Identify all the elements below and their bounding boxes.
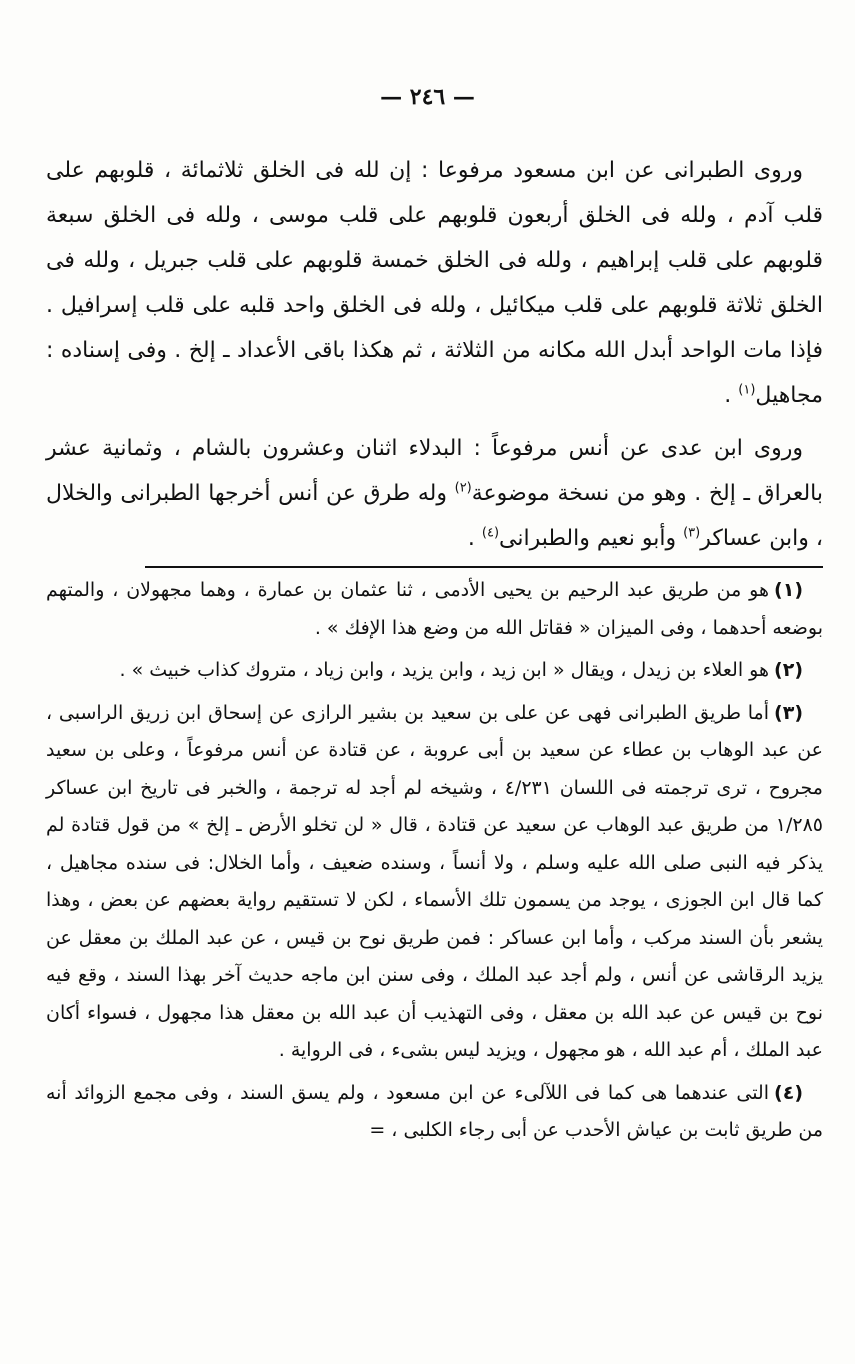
footnote-text: هو العلاء بن زيدل ، ويقال « ابن زيد ، وابن يزيد ، وابن زياد ، متروك كذاب خبيث » . (119, 659, 770, 681)
footnote-reference: (١) (738, 382, 756, 398)
footnotes (46, 572, 823, 1150)
footnote-1 (46, 572, 823, 647)
footnote-reference: (٢) (454, 480, 472, 496)
main-text-run: وله طرق عن أنس أخرجها الطبرانى والخلال ، وابن عساكر (46, 481, 823, 551)
main-text-run: وروى ابن عدى عن أنس مرفوعاً : البدلاء اثنان وعشرون بالشام ، وثمانية عشر بالعراق ـ إلخ . وهو من نسخة موضوعة (46, 436, 823, 506)
footnote-number: (٢) (774, 659, 803, 681)
footnote-reference: (٤) (481, 525, 500, 541)
footnote-3 (46, 695, 823, 1070)
footnote-text: أما طريق الطبرانى فهى عن على بن سعيد بن بشير الرازى عن إسحاق ابن زريق الراسبى ، عن عبد الوهاب بن عطاء عن سعيد بن أبى عروبة ، عن قتادة عن أنس مرفوعاً ، وعلى بن سعيد مجروح ، ترى ترجمته فى اللسان ٤/٢٣١ ، وشيخه لم أجد له ترجمة ، والخبر فى تاريخ ابن عساكر ١/٢٨٥ من طريق عبد الوهاب عن سعيد عن قتادة ، قال « لن تخلو الأرض ـ إلخ » من قول قتادة لم يذكر فيه النبى صلى الله عليه وسلم ، ولا أنساً ، وسنده ضعيف ، وأما الخلال: فى سنده مجاهيل ، كما قال ابن الجوزى ، يوجد من يسمون تلك الأسماء ، لكن لا تستقيم رواية بعضهم عن بعض ، وهذا يشعر بأن السند مركب ، وأما ابن عساكر : فمن طريق نوح بن قيس ، عن عبد الملك بن معقل عن يزيد الرقاشى عن أنس ، ولم أجد عبد الملك ، وفى سنن ابن ماجه حديث آخر بهذا السند ، وقع فيه نوح بن قيس عن عبد الله بن معقل ، وفى التهذيب أن عبد الله بن معقل هذا مجهول ، فسواء أكان عبد الملك ، أم عبد الله ، هو مجهول ، ويزيد ليس بشىء ، فى الرواية . (46, 701, 823, 1061)
footnote-4 (46, 1075, 823, 1150)
footnote-number: (٤) (774, 1081, 803, 1104)
footnote-number: (١) (774, 579, 803, 601)
main-text-run: . (724, 383, 739, 408)
main-paragraph-1 (46, 148, 823, 418)
main-text-run: . (467, 526, 482, 551)
page-number: — ٢٤٦ — (380, 84, 475, 110)
footnote-number: (٣) (774, 701, 803, 724)
footnote-reference: (٣) (683, 525, 701, 541)
main-text-run: وروى الطبرانى عن ابن مسعود مرفوعا : إن لله فى الخلق ثلاثمائة ، قلوبهم على قلب آدم ، ولله فى الخلق أربعون قلوبهم على قلب موسى ، ولله فى الخلق سبعة قلوبهم على قلب إبراهيم ، ولله فى الخلق خمسة قلوبهم على قلب جبريل ، ولله فى الخلق ثلاثة قلوبهم على قلب ميكائيل ، ولله فى الخلق واحد قلبه على قلب إسرافيل . فإذا مات الواحد أبدل الله مكانه من الثلاثة ، ثم هكذا باقى الأعداد ـ إلخ . وفى إسناده : مجاهيل (46, 158, 823, 408)
footnote-separator (145, 566, 823, 568)
footnote-text: التى عندهما هى كما فى اللآلىء عن ابن مسعود ، ولم يسق السند ، وفى مجمع الزوائد أنه من طريق ثابت بن عياش الأحدب عن أبى رجاء الكلبى ، = (46, 1081, 823, 1141)
main-text (46, 148, 823, 561)
footnote-text: هو من طريق عبد الرحيم بن يحيى الأدمى ، ثنا عثمان بن عمارة ، وهما مجهولان ، والمتهم بوضعه أحدهما ، وفى الميزان « فقاتل الله من وضع هذا الإفك » . (46, 579, 823, 639)
footnote-2 (46, 652, 823, 690)
main-text-run: وأبو نعيم والطبرانى (499, 526, 684, 551)
main-paragraph-2 (46, 426, 823, 561)
